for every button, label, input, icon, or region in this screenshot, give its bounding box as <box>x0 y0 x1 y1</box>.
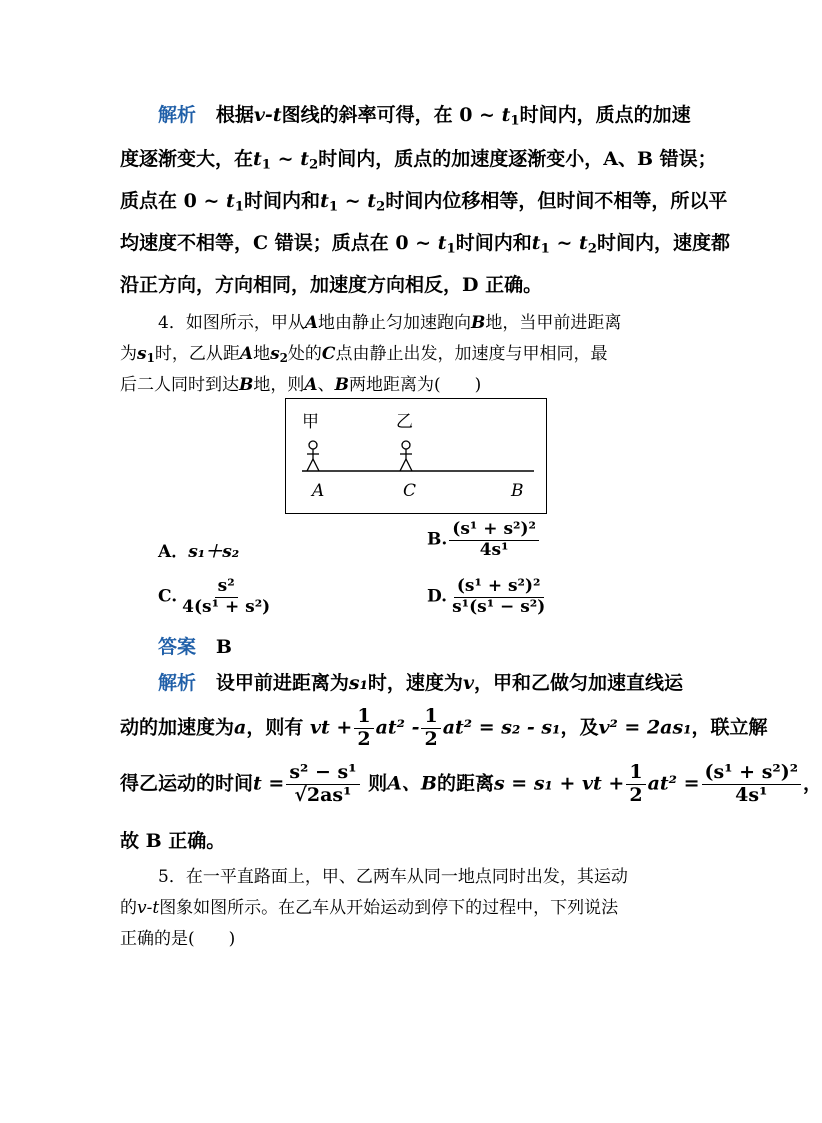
option-b: B. $\frac{\text{(s¹ + s²)²}}{\text{4s¹}}$ <box>427 520 541 560</box>
point-c-label: C <box>403 481 417 501</box>
question-4-line: 后二人同时到达B地，则A、B两地距离为( ) <box>120 375 482 395</box>
runner-yi-icon <box>400 441 412 471</box>
question-5-line: 5．在一平直路面上，甲、乙两车从同一地点同时出发，其运动 <box>158 867 628 887</box>
solution-line: 沿正方向，方向相同，加速度方向相反，D 正确。 <box>120 274 543 296</box>
solution-line: 质点在 0 ~ $t_1$时间内和$t_1$ ~ $t_2$时间内位移相等，但时间不相等，所以平 <box>120 190 728 215</box>
solution-line: 均速度不相等，C 错误；质点在 0 ~ $t_1$时间内和$t_1$ ~ $t_2$时间内，速度都 <box>120 232 731 257</box>
solution-line: 解析 根据v-t图线的斜率可得，在 0 ~ $t_1$时间内，质点的加速 <box>158 104 691 129</box>
solution-line: 得乙运动的时间t = $\frac{\text{s² − s¹}}{\text{√2as¹}}$ 则A、B的距离s = s₁ + vt + $\frac{1}{2}$ at² = $\frac{\text{(s¹ + s²)²}}{\text{4s¹}}$ ， <box>120 761 822 806</box>
question-5-line: 的v-t图象如图所示。在乙车从开始运动到停下的过程中，下列说法 <box>120 898 619 918</box>
answer-value: B <box>215 636 232 658</box>
solution-line: 故 B 正确。 <box>120 830 226 852</box>
runner-jia-icon <box>307 441 319 471</box>
point-a-label: A <box>312 481 325 501</box>
point-b-label: B <box>511 481 524 501</box>
solution-line: 度逐渐变大，在$t_1$ ~ $t_2$时间内，质点的加速度逐渐变小，A、B 错误； <box>120 148 717 173</box>
question-4-line: 4．如图所示，甲从A地由静止匀加速跑向B地，当甲前进距离 <box>158 313 622 333</box>
figure-label-jia: 甲 <box>302 412 319 432</box>
figure-label-yi: 乙 <box>396 412 413 432</box>
option-d: D. $\frac{\text{(s¹ + s²)²}}{\text{s¹(s¹ − s²)}}$ <box>427 576 546 617</box>
option-c: C. $\frac{\text{s²}}{\text{4(s¹ + s²)}}$ <box>158 576 271 617</box>
solution-line: 解析 设甲前进距离为s₁时，速度为v，甲和乙做匀加速直线运 <box>158 672 683 694</box>
answer-line <box>158 632 232 659</box>
solution-label: 解析 <box>158 104 197 126</box>
answer-label: 答案 <box>158 636 197 658</box>
figure-box <box>285 398 547 514</box>
question-5-line: 正确的是( ) <box>120 929 236 949</box>
solution-label: 解析 <box>158 672 197 694</box>
option-a: A．s₁＋s₂ <box>158 542 240 562</box>
solution-line: 动的加速度为a，则有 vt + $\frac{1}{2}$ at² - $\frac{1}{2}$ at² = s₂ - s₁，及v² = 2as₁，联立解 <box>120 705 768 750</box>
question-4-line: 为$s_1$时，乙从距A地$s_2$处的C点由静止出发，加速度与甲相同，最 <box>120 344 608 365</box>
